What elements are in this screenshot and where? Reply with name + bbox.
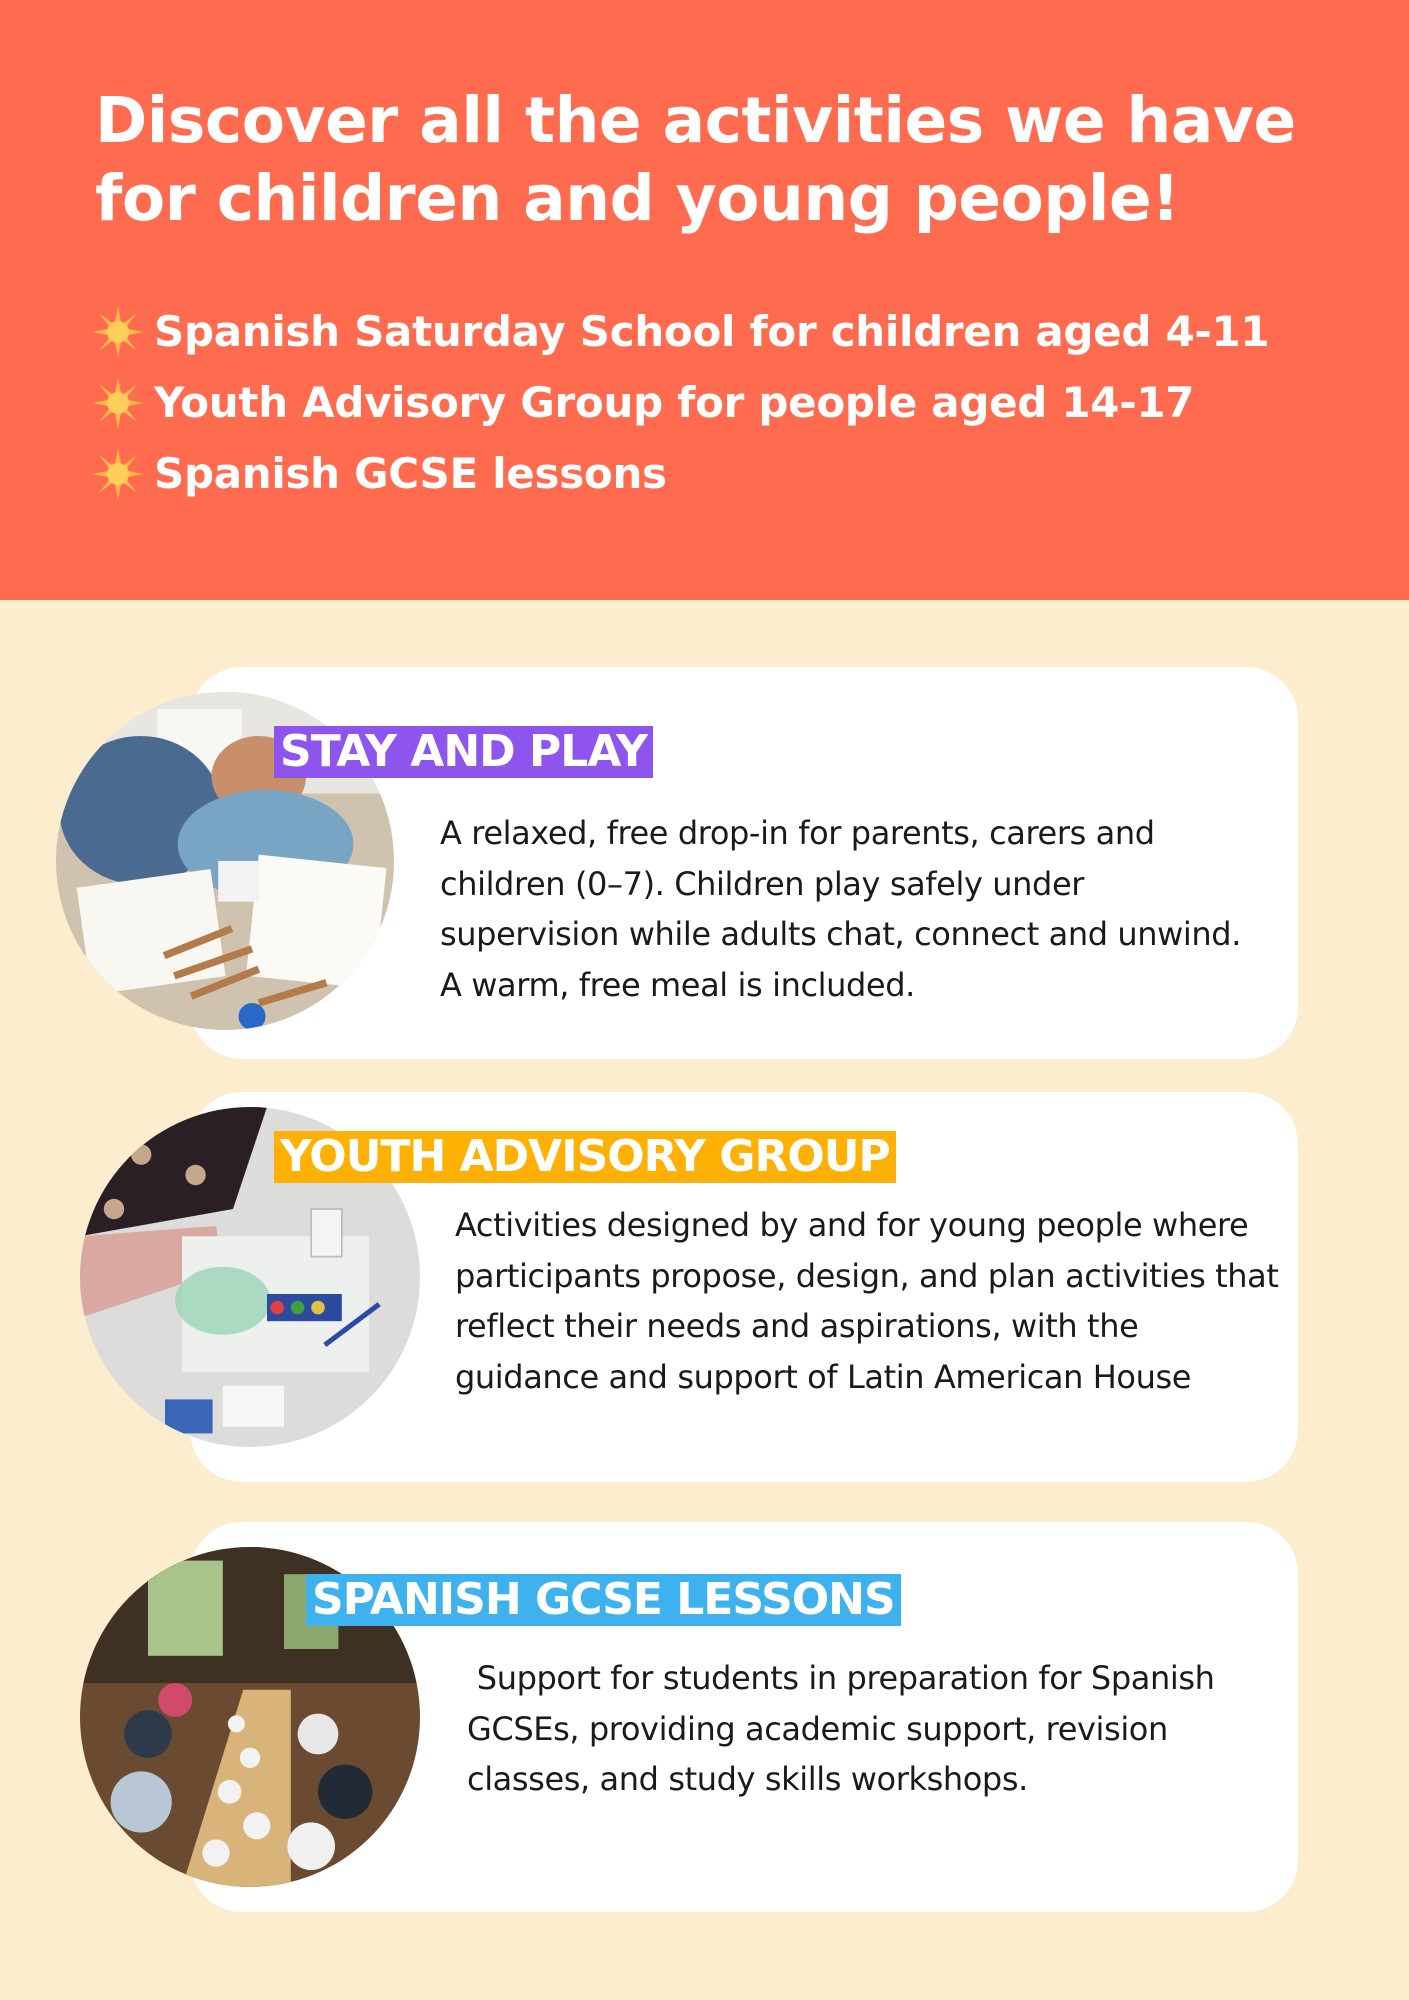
bullet-text: Spanish GCSE lessons [154, 449, 667, 498]
bullet-item [90, 296, 1269, 367]
stay-and-play-heading: STAY AND PLAY [274, 726, 653, 778]
youth-advisory-group-description: Activities designed by and for young people where participants propose, design, and plan activities that reflect their needs and aspirations, with the guidance and support of Latin American House [455, 1206, 1279, 1396]
hero-banner [0, 0, 1409, 600]
spanish-gcse-lessons-description: Support for students in preparation for Spanish GCSEs, providing academic support, revision classes, and study skills workshops. [467, 1659, 1225, 1798]
spanish-gcse-lessons-heading: SPANISH GCSE LESSONS [306, 1574, 901, 1626]
activity-bullet-list [90, 296, 1269, 509]
page-title: Discover all the activities we have for children and young people! [95, 84, 1296, 235]
sun-icon [90, 304, 146, 360]
sun-icon [90, 375, 146, 431]
bullet-item [90, 367, 1269, 438]
bullet-item [90, 438, 1269, 509]
youth-advisory-group-heading: YOUTH ADVISORY GROUP [274, 1131, 896, 1183]
bullet-text: Spanish Saturday School for children aged 4-11 [154, 307, 1270, 356]
bullet-text: Youth Advisory Group for people aged 14-17 [154, 378, 1195, 427]
sun-icon [90, 446, 146, 502]
stay-and-play-description: A relaxed, free drop-in for parents, carers and children (0–7). Children play safely under supervision while adults chat, connect and unwind. A warm, free meal is included. [440, 814, 1241, 1004]
